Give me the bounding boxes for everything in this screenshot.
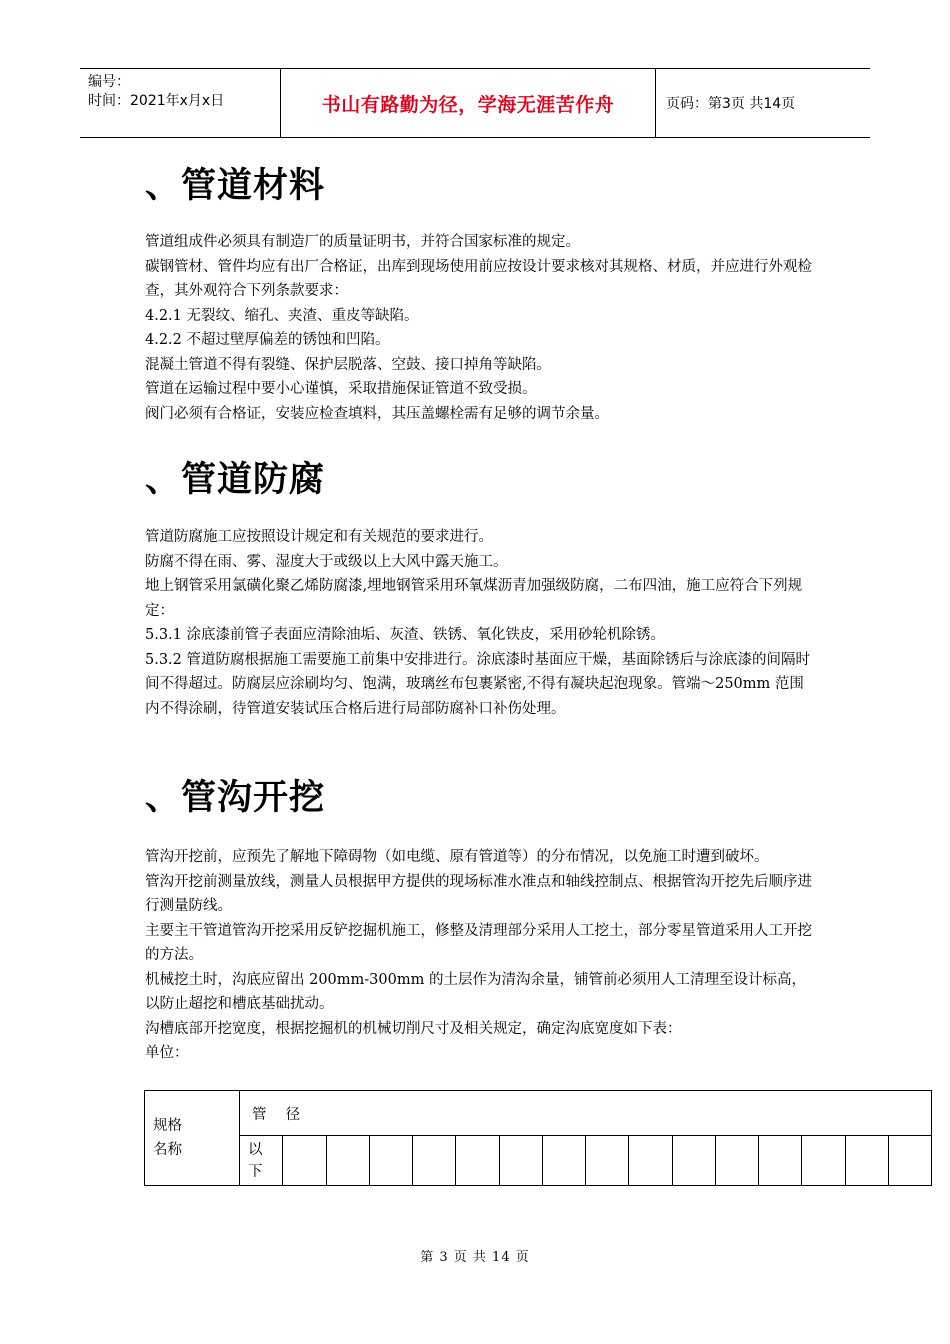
table-cell (413, 1136, 456, 1186)
table-cell (369, 1136, 412, 1186)
paragraph: 管沟开挖前，应预先了解地下障碍物（如电缆、原有管道等）的分布情况，以免施工时遭到破坏。 (145, 849, 769, 865)
paragraph: 5.3.1 涂底漆前管子表面应清除油垢、灰渣、铁锈、氧化铁皮，采用砂轮机除锈。 (145, 627, 666, 643)
section-body-materials (145, 230, 815, 426)
paragraph: 管道在运输过程中要小心谨慎，采取措施保证管道不致受损。 (145, 381, 537, 397)
paragraph: 管道防腐施工应按照设计规定和有关规范的要求进行。 (145, 529, 493, 545)
table-cell (499, 1136, 542, 1186)
header-page-info: 页码：第3页 共14页 (666, 96, 796, 112)
header-meta (80, 69, 280, 137)
paragraph: 管道组成件必须具有制造厂的质量证明书，并符合国家标准的规定。 (145, 234, 580, 250)
paragraph: 阀门必须有合格证，安装应检查填料，其压盖螺栓需有足够的调节余量。 (145, 405, 609, 422)
section-heading-anticorrosion: 、管道防腐 (145, 460, 326, 500)
paragraph: 单位： (145, 1045, 189, 1061)
spec-name-cell (145, 1091, 240, 1186)
table-cell (845, 1136, 888, 1186)
page-footer: 第 3 页 共 14 页 (420, 1250, 530, 1265)
diameter-header-cell: 管 径 (240, 1091, 932, 1136)
time-label: 时间：2021年x月x日 (88, 93, 225, 109)
paragraph: 4.2.1 无裂纹、缩孔、夹渣、重皮等缺陷。 (145, 307, 419, 324)
paragraph: 主要主干管道管沟开挖采用反铲挖掘机施工，修整及清理部分采用人工挖土，部分零星管道采用人工开挖的方法。 (145, 922, 812, 963)
paragraph: 碳钢管材、管件均应有出厂合格证，出库到现场使用前应按设计要求核对其规格、材质，并应进行外观检查，其外观符合下列条款要求： (145, 258, 812, 299)
paragraph: 防腐不得在雨、雾、湿度大于或级以上大风中露天施工。 (145, 553, 508, 570)
trench-width-table (144, 1090, 932, 1186)
table-cell (888, 1136, 931, 1186)
section-heading-materials: 、管道材料 (145, 166, 326, 206)
paragraph: 4.2.2 不超过壁厚偏差的锈蚀和凹陷。 (145, 332, 390, 348)
table-cell (759, 1136, 802, 1186)
section-body-anticorrosion (145, 525, 815, 721)
number-label: 编号： (88, 74, 130, 90)
spec-label: 规格 (153, 1118, 182, 1134)
table-cell (283, 1136, 326, 1186)
table-cell (542, 1136, 585, 1186)
paragraph: 5.3.2 管道防腐根据施工需要施工前集中安排进行。涂底漆时基面应干燥，基面除锈后与涂底漆的间隔时间不得超过。防腐层应涂刷均匀、饱满，玻璃丝布包裹紧密,不得有凝块起泡现象。管端～250mm 范围内不得涂刷，待管道安装试压合格后进行局部防腐补口补伤处理。 (145, 651, 810, 717)
paragraph: 管沟开挖前测量放线，测量人员根据甲方提供的现场标准水准点和轴线控制点、根据管沟开挖先后顺序进行测量防线。 (145, 873, 812, 914)
table-cell (456, 1136, 499, 1186)
table-cell (802, 1136, 845, 1186)
below-label: 以 (248, 1141, 263, 1158)
document-header (80, 68, 870, 138)
table-cell (586, 1136, 629, 1186)
table-cell (715, 1136, 758, 1186)
header-motto: 书山有路勤为径，学海无涯苦作舟 (280, 69, 656, 137)
section-heading-trench: 、管沟开挖 (145, 778, 326, 818)
name-label: 名称 (153, 1142, 182, 1158)
table-cell (629, 1136, 672, 1186)
table-cell (672, 1136, 715, 1186)
paragraph: 沟槽底部开挖宽度，根据挖掘机的机械切削尺寸及相关规定，确定沟底宽度如下表： (145, 1020, 682, 1037)
section-body-trench (145, 845, 815, 1066)
below-label: 下 (248, 1163, 263, 1180)
below-cell (240, 1136, 283, 1186)
paragraph: 地上钢管采用氯磺化聚乙烯防腐漆,埋地钢管采用环氧煤沥青加强级防腐，二布四油，施工应符合下列规定： (145, 578, 803, 619)
paragraph: 混凝土管道不得有裂缝、保护层脱落、空鼓、接口掉角等缺陷。 (145, 356, 551, 373)
paragraph: 机械挖土时，沟底应留出 200mm-300mm 的土层作为清沟余量，铺管前必须用人工清理至设计标高，以防止超挖和槽底基础扰动。 (145, 971, 806, 1012)
table-cell (326, 1136, 369, 1186)
